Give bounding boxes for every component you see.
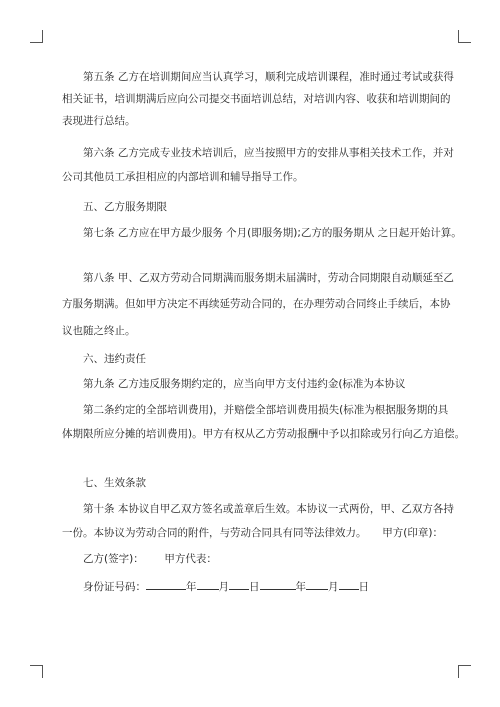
crop-mark-top-right [458, 30, 471, 43]
clause-10-line-1: 第十条 本协议自甲乙双方签名或盖章后生效。本协议一式两份，甲、乙双方各持 [83, 503, 454, 515]
day-label-1: 日 [249, 581, 260, 593]
year-label-2: 年 [295, 581, 306, 593]
clause-9-line-2: 第二条约定的全部培训费用)，并赔偿全部培训费用损失(标准为根据服务期的具 [83, 404, 449, 416]
clause-5-line-1: 第五条 乙方在培训期间应当认真学习，顺利完成培训课程，准时通过考试或获得 [83, 71, 454, 83]
id-number-label: 身份证号码： [83, 581, 146, 593]
clause-6-line-2: 公司其他员工承担相应的内部培训和辅导指导工作。 [62, 171, 304, 183]
crop-mark-bottom-right [458, 665, 471, 678]
year-blank-2[interactable] [260, 578, 296, 590]
clause-5-line-2: 相关证书，培训期满后应向公司提交书面培训总结，对培训内容、收获和培训期间的 [62, 93, 451, 105]
party-b-signature-label: 乙方(签字)： [83, 553, 144, 565]
section-heading-7: 七、生效条款 [83, 477, 146, 489]
clause-6-line-1: 第六条 乙方完成专业技术培训后，应当按照甲方的安排从事相关技术工作，并对 [83, 147, 454, 159]
month-blank-2[interactable] [306, 578, 328, 590]
clause-10-line-2: 一份。本协议为劳动合同的附件，与劳动合同具有同等法律效力。 甲方(印章)： [62, 527, 443, 539]
clause-8-line-1: 第八条 甲、乙双方劳动合同期满而服务期未届满时，劳动合同期限自动顺延至乙 [83, 272, 454, 284]
id-date-line [83, 578, 369, 594]
clause-8-line-2: 方服务期满。但如甲方决定不再续延劳动合同的，在办理劳动合同终止手续后，本协 [62, 298, 451, 310]
party-a-representative-label: 甲方代表： [164, 553, 217, 565]
clause-7-line-1: 第七条 乙方应在甲方最少服务 个月(即服务期);乙方的服务期从 之日起开始计算。 [83, 227, 462, 239]
clause-8-line-3: 议也随之终止。 [62, 325, 136, 337]
section-heading-5: 五、乙方服务期限 [83, 201, 167, 213]
signature-line [83, 552, 217, 566]
year-label-1: 年 [186, 581, 197, 593]
month-label-2: 月 [328, 581, 339, 593]
id-number-blank[interactable] [146, 578, 186, 590]
month-blank-1[interactable] [197, 578, 219, 590]
day-label-2: 日 [358, 581, 369, 593]
section-heading-6: 六、违约责任 [83, 353, 146, 365]
crop-mark-bottom-left [30, 665, 43, 678]
clause-9-line-1: 第九条 乙方违反服务期约定的，应当向甲方支付违约金(标准为本协议 [83, 378, 406, 390]
clause-5-line-3: 表现进行总结。 [62, 115, 136, 127]
day-blank-1[interactable] [229, 578, 249, 590]
clause-9-line-3: 体期限所应分摊的培训费用)。甲方有权从乙方劳动报酬中予以扣除或另行向乙方追偿。 [62, 428, 466, 440]
month-label-1: 月 [218, 581, 229, 593]
crop-mark-top-left [30, 30, 43, 43]
day-blank-2[interactable] [339, 578, 359, 590]
